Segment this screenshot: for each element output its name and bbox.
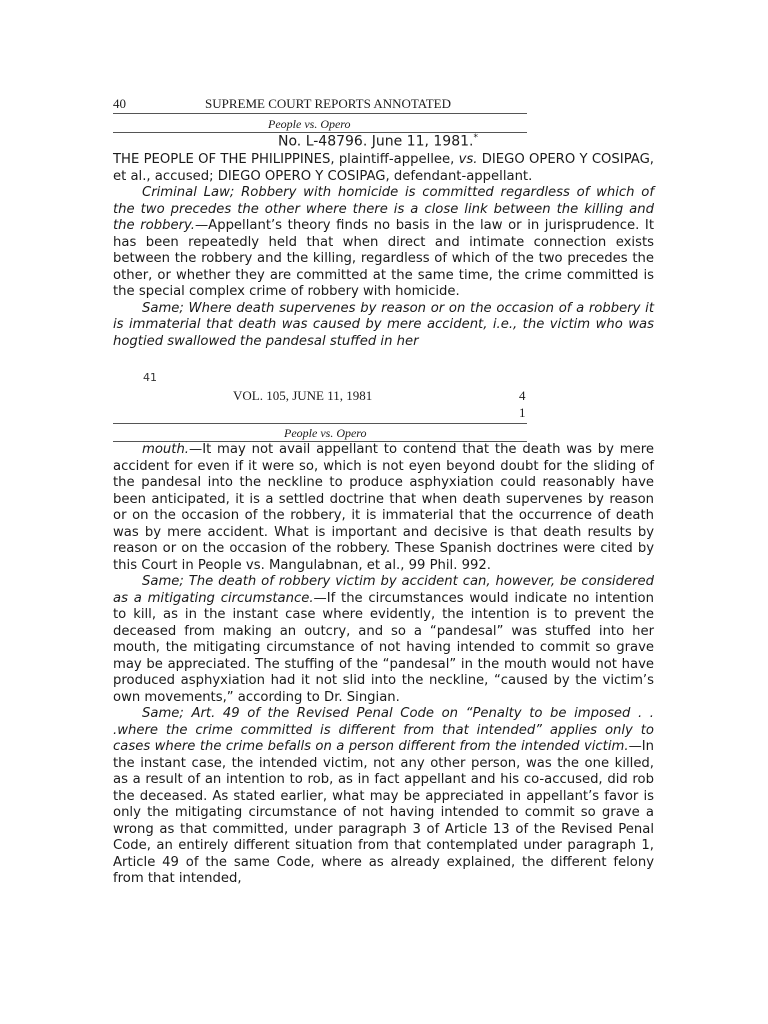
syllabus-4: Same; Art. 49 of the Revised Penal Code on “Penalty to be imposed . . .where the crime committed is different from that intended” applies only to cases where the crime befalls on a person different from the intended victim.—In the instant case, the intended victim, not any other person, was the one killed, as a result of an intention to rob, as in fact appellant and his co-accused, did rob the deceased. As stated earlier, what may be appreciated in appellant’s favor is only the mitigating circumstance of not having intended to commit so grave a wrong as that committed, under paragraph 3 of Article 13 of the Revised Penal Code, an entirely different situation from that contemplated under paragraph 1, Article 49 of the same Code, where as already explained, the different felony from that intended, [113,706,654,886]
parties: THE PEOPLE OF THE PHILIPPINES, plaintiff-appellee, vs. DIEGO OPERO Y COSIPAG, et al., accused; DIEGO OPERO Y COSIPAG, defendant-appellant. [113,152,654,184]
page-marker: 41 [143,371,157,384]
syllabus-2: Same; Where death supervenes by reason or on the occasion of a robbery it is immaterial that death was caused by mere accident, i.e., the victim who was hogtied swallowed the pandesal stuffed in her [113,300,654,349]
case-number: No. L-48796. June 11, 1981.* [278,133,478,150]
case-caption: People vs. Opero [268,117,351,131]
header-rule [113,113,527,114]
page-number-digit-b: 1 [519,405,526,420]
header-rule-2 [113,423,527,424]
page-number: 40 [113,96,126,111]
syllabus-2-continued: mouth.—It may not avail appellant to contend that the death was by mere accident for even if it were so, which is not eyen beyond doubt for the sliding of the pandesal into the neckline to produce asphyxiation could reasonably have been anticipated, it is a settled doctrine that when death supervenes by reason or on the occasion of the robbery, it is immaterial that the occurrence of death was by mere accident. What is important and decisive is that death results by reason or on the occasion of the robbery. These Spanish doctrines were cited by this Court in People vs. Mangulabnan, et al., 99 Phil. 992. [113,442,654,573]
syllabus-1: Criminal Law; Robbery with homicide is committed regardless of which of the two precedes the other where there is a close link between the killing and the robbery.—Appellant’s theory finds no basis in the law or in jurisprudence. It has been repeatedly held that when direct and intimate connection exists between the robbery and the killing, regardless of which of the two precedes the other, or whether they are committed at the same time, the crime committed is the special complex crime of robbery with homicide. [113,185,654,299]
footnote-marker: * [473,133,478,143]
running-head: SUPREME COURT REPORTS ANNOTATED [205,96,451,111]
syllabus-3: Same; The death of robbery victim by accident can, however, be considered as a mitigating circumstance.—If the circumstances would indicate no intention to kill, as in the instant case where evidently, the intention is to prevent the deceased from making an outcry, and so a “pandesal” was stuffed into her mouth, the mitigating circumstance of not having intended to commit so grave may be appreciated. The stuffing of the “pandesal” in the mouth would not have produced asphyxiation had it not slid into the neckline, “caused by the victim’s own movements,” according to Dr. Singian. [113,574,654,705]
page-number-digit-a: 4 [519,388,526,403]
page-41-text [113,442,654,888]
page-40-text [113,152,654,350]
running-head-vol: VOL. 105, JUNE 11, 1981 [233,388,373,403]
case-caption-2: People vs. Opero [284,426,367,440]
